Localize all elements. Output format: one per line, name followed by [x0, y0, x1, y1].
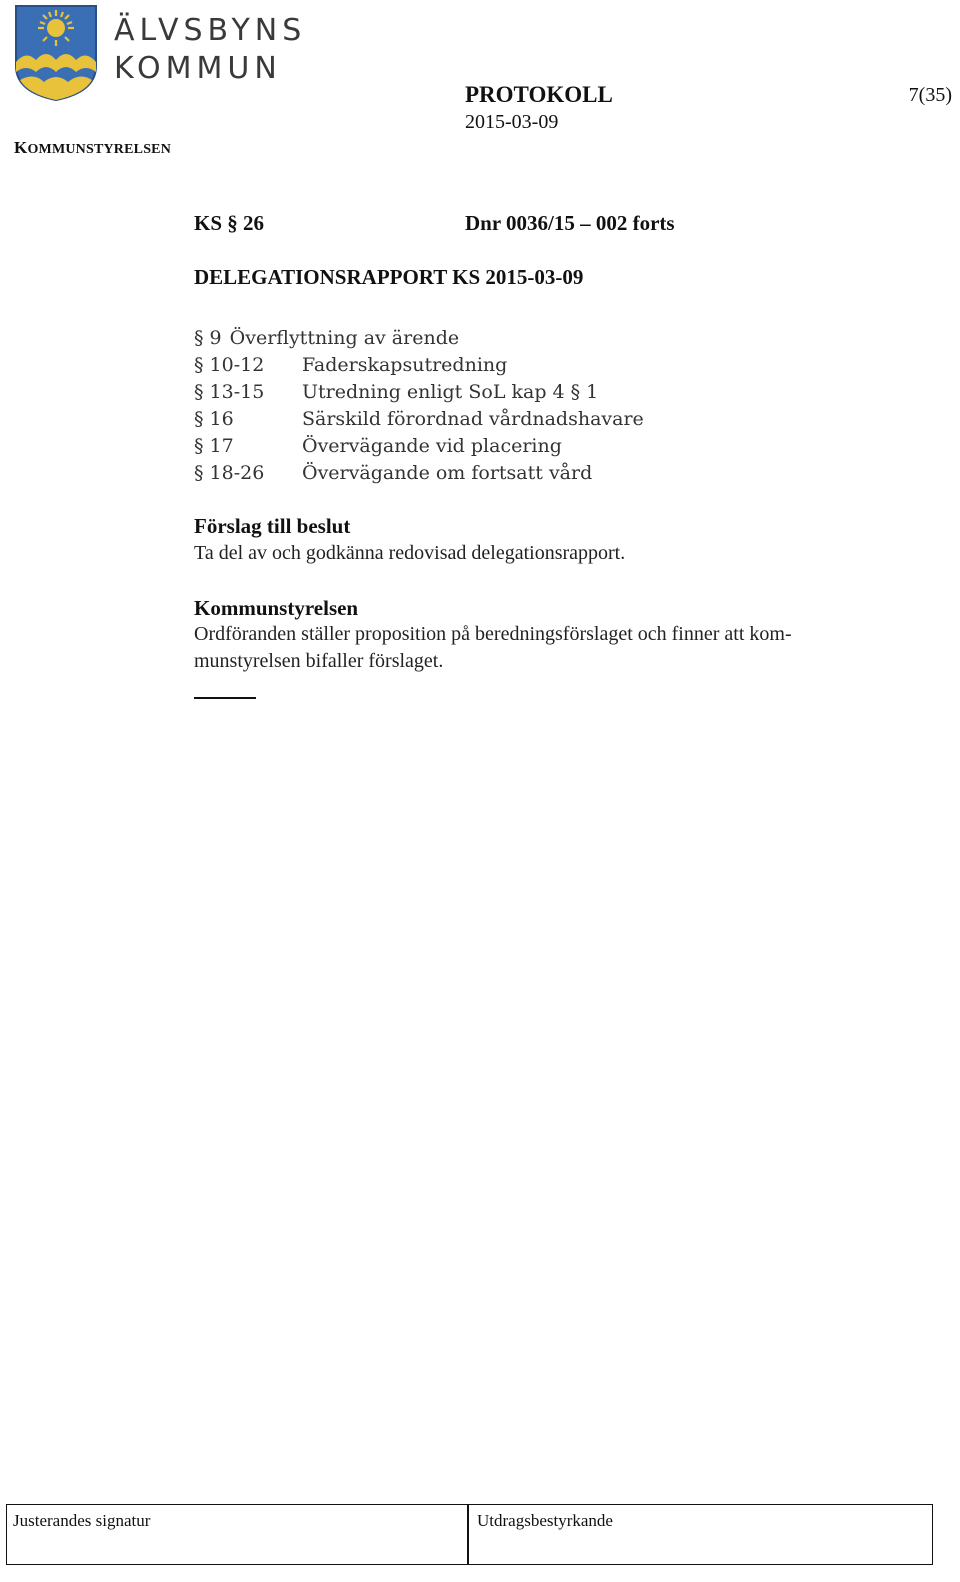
- list-item: [194, 406, 644, 433]
- issuing-body-rest: OMMUNSTYRELSEN: [27, 142, 172, 157]
- municipality-crest-icon: [14, 4, 98, 102]
- paragraph-number: § 13-15: [194, 381, 265, 403]
- paragraph-number: § 16: [194, 408, 234, 430]
- delegation-paragraph-list: [194, 325, 644, 487]
- paragraph-text: Överflyttning av ärende: [229, 327, 460, 349]
- decision-text-line-1: Ordföranden ställer proposition på beredningsförslaget och finner att kom-: [194, 623, 792, 645]
- paragraph-text: Övervägande om fortsatt vård: [302, 462, 593, 484]
- ks-paragraph-number: KS § 26: [194, 211, 265, 235]
- wordmark-line-2: KOMMUN: [114, 51, 282, 86]
- paragraph-text: Övervägande vid placering: [302, 435, 562, 457]
- document-date: 2015-03-09: [465, 111, 559, 133]
- list-item: [194, 433, 644, 460]
- document-type: PROTOKOLL: [465, 82, 613, 107]
- paragraph-number: § 10-12: [194, 354, 265, 376]
- signature-footer: [6, 1504, 933, 1565]
- diary-number: Dnr 0036/15 – 002 forts: [465, 211, 675, 235]
- municipality-wordmark: [114, 12, 306, 88]
- proposal-text: Ta del av och godkänna redovisad delegationsrapport.: [194, 542, 626, 564]
- issuing-body-initial: K: [14, 138, 28, 157]
- page-number: 7(35): [908, 84, 952, 106]
- paragraph-text: Faderskapsutredning: [302, 354, 508, 376]
- list-item: [194, 379, 644, 406]
- section-end-rule: [194, 697, 256, 699]
- report-title: DELEGATIONSRAPPORT KS 2015-03-09: [194, 265, 584, 289]
- paragraph-number: § 18-26: [194, 462, 265, 484]
- footer-divider: [467, 1505, 469, 1564]
- paragraph-text: Utredning enligt SoL kap 4 § 1: [302, 381, 599, 403]
- paragraph-number: § 9: [194, 327, 222, 349]
- adjuster-signature-label: Justerandes signatur: [13, 1511, 151, 1530]
- decision-heading: Kommunstyrelsen: [194, 596, 359, 620]
- issuing-body: [14, 138, 171, 158]
- list-item: [194, 460, 644, 487]
- list-item: [194, 325, 644, 352]
- proposal-heading: Förslag till beslut: [194, 514, 351, 538]
- extract-certification-label: Utdragsbestyrkande: [477, 1511, 613, 1530]
- paragraph-number: § 17: [194, 435, 234, 457]
- wordmark-line-1: ÄLVSBYNS: [114, 13, 307, 48]
- decision-text-line-2: munstyrelsen bifaller förslaget.: [194, 650, 444, 672]
- paragraph-text: Särskild förordnad vårdnadshavare: [302, 408, 644, 430]
- list-item: [194, 352, 644, 379]
